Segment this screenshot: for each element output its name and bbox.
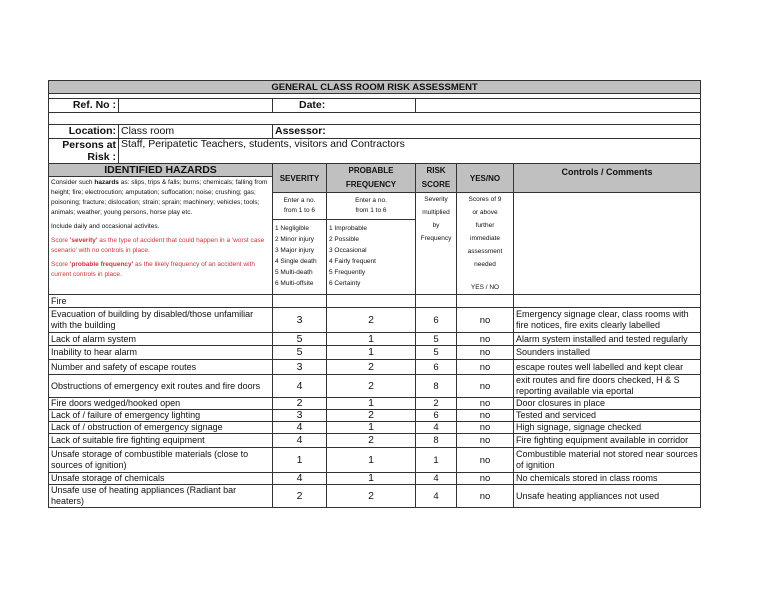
spacer-row (49, 113, 701, 125)
hazard-cell: Unsafe use of heating appliances (Radiant bar heaters) (49, 485, 273, 508)
yesno-cell[interactable]: no (457, 346, 514, 360)
scale-item: 4 Single death (275, 257, 317, 265)
hazard-cell: Lack of / failure of emergency lighting (49, 410, 273, 422)
persons-at-risk-field[interactable]: Staff, Peripatetic Teachers, students, visitors and Contractors (119, 139, 701, 164)
hazard-cell: Fire doors wedged/hooked open (49, 398, 273, 410)
hazard-cell: Lack of suitable fire fighting equipment (49, 434, 273, 448)
guidance-text: as the likely frequency of an accident with current controls in place. (51, 261, 255, 278)
section-fire: Fire (49, 295, 273, 308)
scale-item: Frequency (420, 235, 452, 242)
controls-header: Controls / Comments (514, 164, 701, 193)
yesno-cell[interactable]: no (457, 333, 514, 346)
frequency-cell[interactable]: 2 (327, 410, 416, 422)
yesno-cell[interactable]: no (457, 485, 514, 508)
risk-score-cell: 5 (416, 333, 457, 346)
frequency-cell[interactable]: 1 (327, 448, 416, 473)
table-row (49, 333, 701, 346)
scale-item: 2 Possible (329, 235, 359, 243)
scale-item: 6 Certainty (329, 279, 361, 287)
severity-scale (273, 219, 327, 294)
severity-cell[interactable]: 3 (273, 308, 327, 333)
controls-cell[interactable]: No chemicals stored in class rooms (514, 473, 701, 485)
risk-score-cell: 6 (416, 308, 457, 333)
hazards-guidance (49, 177, 273, 295)
controls-cell[interactable]: High signage, signage checked (514, 422, 701, 434)
controls-cell[interactable]: Emergency signage clear, class rooms with fire notices, fire exits clearly labelled (514, 308, 701, 333)
empty-cell (327, 295, 416, 308)
severity-cell[interactable]: 4 (273, 434, 327, 448)
date-field[interactable] (416, 99, 701, 113)
table-row (49, 308, 701, 333)
severity-cell[interactable]: 1 (273, 448, 327, 473)
guidance-bold: 'probable frequency' (69, 261, 134, 268)
table-row (49, 473, 701, 485)
frequency-cell[interactable]: 1 (327, 473, 416, 485)
ref-field[interactable] (119, 99, 273, 113)
table-row (49, 346, 701, 360)
risk-score-cell: 5 (416, 346, 457, 360)
date-label: Date: (273, 99, 416, 113)
yesno-cell[interactable]: no (457, 448, 514, 473)
frequency-cell[interactable]: 2 (327, 308, 416, 333)
instruction-line: Enter a no. (283, 196, 316, 204)
frequency-cell[interactable]: 1 (327, 422, 416, 434)
scale-item: 6 Multi-offsite (275, 279, 314, 287)
persons-label-line2: Risk : (87, 151, 116, 163)
controls-cell[interactable]: Tested and serviced (514, 410, 701, 422)
yesno-cell[interactable]: no (457, 398, 514, 410)
hazard-cell: Lack of alarm system (49, 333, 273, 346)
daily-activities-note: Include daily and occasional activites. (51, 223, 160, 230)
identified-hazards-header: IDENTIFIED HAZARDS (49, 164, 273, 177)
scale-item: 3 Major injury (275, 246, 315, 254)
severity-cell[interactable]: 3 (273, 410, 327, 422)
controls-cell[interactable]: Alarm system installed and tested regularly (514, 333, 701, 346)
empty-cell (416, 295, 457, 308)
severity-cell[interactable]: 2 (273, 398, 327, 410)
table-row (49, 398, 701, 410)
frequency-header-line2: FREQUENCY (345, 180, 397, 189)
hazard-cell: Unsafe storage of combustible materials (close to sources of ignition) (49, 448, 273, 473)
frequency-header (327, 164, 416, 193)
empty-cell (273, 295, 327, 308)
risk-score-cell: 4 (416, 485, 457, 508)
risk-score-cell: 6 (416, 410, 457, 422)
instruction-line: from 1 to 6 (355, 206, 387, 214)
frequency-cell[interactable]: 1 (327, 333, 416, 346)
assessor-label: Assessor: (273, 125, 701, 139)
scale-item: immediate (470, 235, 500, 242)
hazard-cell: Number and safety of escape routes (49, 360, 273, 375)
form-title: GENERAL CLASS ROOM RISK ASSESSMENT (49, 81, 701, 94)
scale-item: Scores of 9 (468, 196, 502, 203)
severity-instruction (273, 193, 327, 220)
frequency-instruction (327, 193, 416, 220)
ref-label: Ref. No : (49, 99, 119, 113)
guidance-text: as the type of accident that could happen in a 'worst case scenario' with no controls in place. (51, 237, 265, 254)
hazard-cell: Lack of / obstruction of emergency signage (49, 422, 273, 434)
table-row (49, 485, 701, 508)
frequency-cell[interactable]: 1 (327, 398, 416, 410)
yesno-note (457, 193, 514, 295)
scale-item: 5 Multi-death (275, 268, 313, 276)
severity-guidance (51, 236, 270, 256)
controls-guidance-blank (514, 193, 701, 295)
yesno-cell[interactable]: no (457, 360, 514, 375)
scale-item: or above (472, 209, 498, 216)
empty-cell (514, 295, 701, 308)
risk-score-cell: 4 (416, 422, 457, 434)
yesno-cell[interactable]: no (457, 473, 514, 485)
severity-header: SEVERITY (273, 164, 327, 193)
persons-at-risk-label (49, 139, 119, 164)
controls-cell[interactable]: Door closures in place (514, 398, 701, 410)
location-label: Location: (49, 125, 119, 139)
scale-item: 1 Improbable (329, 224, 367, 232)
severity-cell[interactable]: 4 (273, 473, 327, 485)
table-row (49, 410, 701, 422)
scale-item: 2 Minor injury (275, 235, 315, 243)
scale-item: further (475, 222, 495, 229)
scale-item: 4 Fairly frequent (329, 257, 376, 265)
scale-item: 5 Frequently (329, 268, 366, 276)
table-row (49, 360, 701, 375)
frequency-scale (327, 219, 416, 294)
table-row (49, 434, 701, 448)
yesno-cell[interactable]: no (457, 422, 514, 434)
scale-item: 3 Occasional (329, 246, 367, 254)
frequency-guidance (51, 260, 270, 280)
risk-score-cell: 8 (416, 375, 457, 398)
severity-cell[interactable]: 4 (273, 375, 327, 398)
instruction-line: Enter a no. (355, 196, 387, 204)
scale-item: multiplied by (422, 209, 450, 229)
risk-score-header (416, 164, 457, 193)
frequency-header-line1: PROBABLE (348, 166, 394, 175)
frequency-cell[interactable]: 1 (327, 346, 416, 360)
yesno-cell[interactable]: no (457, 308, 514, 333)
table-row (49, 448, 701, 473)
frequency-cell[interactable]: 2 (327, 434, 416, 448)
risk-score-cell: 8 (416, 434, 457, 448)
controls-cell[interactable]: exit routes and fire doors checked, H & S reporting available via eportal (514, 375, 701, 398)
empty-cell (457, 295, 514, 308)
severity-cell[interactable]: 3 (273, 360, 327, 375)
risk-assessment-table (48, 80, 701, 508)
controls-cell[interactable]: Unsafe heating appliances not used (514, 485, 701, 508)
scale-item: 1 Negligible (275, 224, 309, 232)
risk-score-cell: 1 (416, 448, 457, 473)
controls-cell[interactable]: Sounders installed (514, 346, 701, 360)
instruction-line: from 1 to 6 (283, 206, 316, 214)
frequency-cell[interactable]: 2 (327, 360, 416, 375)
frequency-cell[interactable]: 2 (327, 485, 416, 508)
risk-score-cell: 2 (416, 398, 457, 410)
table-row (49, 422, 701, 434)
hazard-cell: Inability to hear alarm (49, 346, 273, 360)
controls-cell[interactable]: Fire fighting equipment available in corridor (514, 434, 701, 448)
location-field[interactable]: Class room (119, 125, 273, 139)
guidance-bold: hazards (94, 179, 119, 186)
scale-item: Severity (424, 196, 448, 203)
risk-header-line2: SCORE (421, 180, 451, 189)
severity-cell[interactable]: 2 (273, 485, 327, 508)
guidance-text: Consider such (51, 179, 95, 186)
yesno-cell[interactable]: no (457, 410, 514, 422)
hazard-cell: Unsafe storage of chemicals (49, 473, 273, 485)
frequency-cell[interactable]: 2 (327, 375, 416, 398)
guidance-text: Score (51, 237, 70, 244)
severity-cell[interactable]: 5 (273, 346, 327, 360)
severity-cell[interactable]: 5 (273, 333, 327, 346)
guidance-text: Score (51, 261, 70, 268)
risk-header-line1: RISK (426, 166, 446, 175)
scale-item: assessment (467, 248, 503, 255)
persons-label-line1: Persons at (62, 139, 116, 151)
yesno-cell[interactable]: no (457, 434, 514, 448)
yesno-cell[interactable]: no (457, 375, 514, 398)
controls-cell[interactable]: Combustible material not stored near sources of ignition (514, 448, 701, 473)
scale-item: needed (474, 261, 496, 268)
risk-score-note (416, 193, 457, 295)
guidance-bold: 'severity' (69, 237, 98, 244)
yesno-header: YES/NO (457, 164, 514, 193)
risk-score-cell: 6 (416, 360, 457, 375)
hazard-cell: Evacuation of building by disabled/those unfamiliar with the building (49, 308, 273, 333)
table-row (49, 375, 701, 398)
guidance-text: as: slips, trips & falls; burns; chemicals; falling from height; fire; electrocution; amputation; suffocation; noise; crushing; gas; poisoning; fracture; dislocation; strain; sprain; machinery; vehicles; tools; animals; weather; young persons, horse play etc. (51, 179, 268, 216)
risk-score-cell: 4 (416, 473, 457, 485)
yesno-options: YES / NO (470, 284, 500, 291)
controls-cell[interactable]: escape routes well labelled and kept clear (514, 360, 701, 375)
hazard-cell: Obstructions of emergency exit routes and fire doors (49, 375, 273, 398)
severity-cell[interactable]: 4 (273, 422, 327, 434)
hazards-guidance-text (51, 178, 270, 218)
